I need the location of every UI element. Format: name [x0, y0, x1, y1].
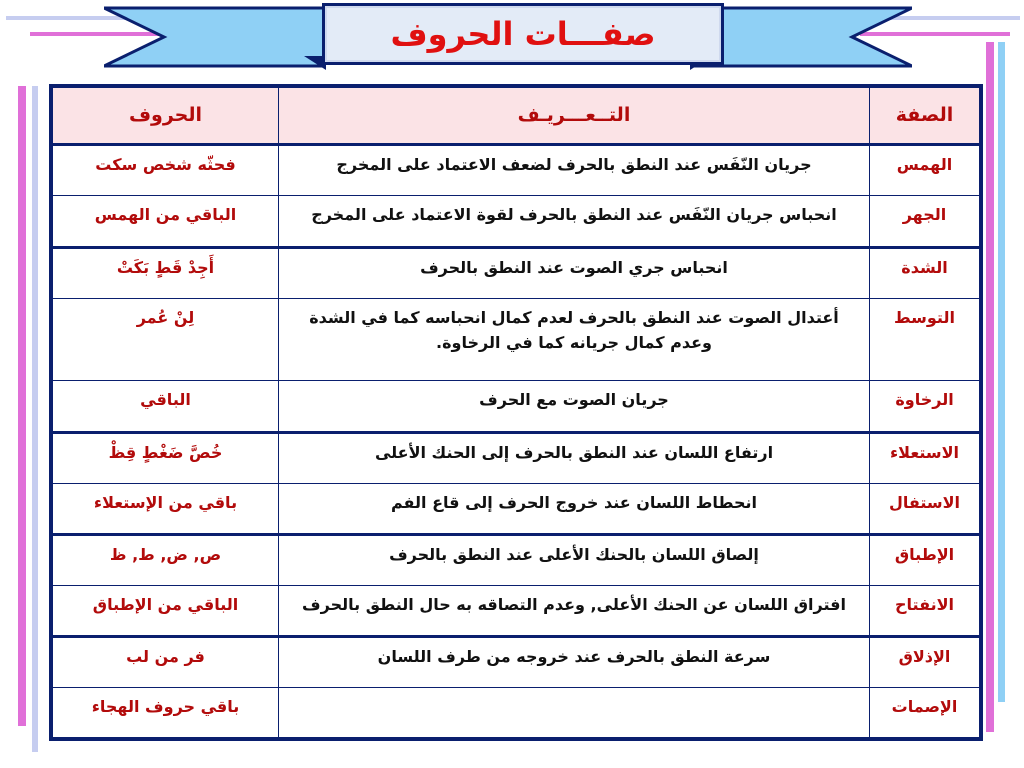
definition-cell: ارتفاع اللسان عند النطق بالحرف إلى الحنك الأعلى — [279, 432, 870, 483]
definition-cell: انحباس جريان النّفَس عند النطق بالحرف لقوة الاعتماد على المخرج — [279, 196, 870, 247]
table-row — [53, 483, 980, 534]
definition-cell: جريان الصوت مع الحرف — [279, 381, 870, 432]
header-letters: الحروف — [53, 88, 279, 145]
sifa-cell: الهمس — [870, 145, 980, 196]
letters-cell: الباقي من الإطباق — [53, 585, 279, 636]
definition-cell — [279, 688, 870, 738]
sifa-cell: الإصمات — [870, 688, 980, 738]
table-row — [53, 381, 980, 432]
sifa-cell: الاستفال — [870, 483, 980, 534]
letters-cell: باقي من الإستعلاء — [53, 483, 279, 534]
table-row — [53, 298, 980, 381]
sifa-cell: التوسط — [870, 298, 980, 381]
sifa-cell: الانفتاح — [870, 585, 980, 636]
decor-stripe — [32, 86, 38, 752]
decor-stripe — [18, 86, 26, 726]
letters-cell: باقي حروف الهجاء — [53, 688, 279, 738]
page-title — [322, 3, 724, 65]
definition-cell: أعتدال الصوت عند النطق بالحرف لعدم كمال انحباسه كما في الشدة وعدم كمال جريانه كما في الرخاوة. — [279, 298, 870, 381]
table-row — [53, 688, 980, 738]
sifa-cell: الاستعلاء — [870, 432, 980, 483]
table-header-row — [53, 88, 980, 145]
letters-cell: الباقي — [53, 381, 279, 432]
sifa-cell: الجهر — [870, 196, 980, 247]
letters-cell: أَجِدْ قَطٍ بَكَتْ — [53, 247, 279, 298]
sifa-cell: الرخاوة — [870, 381, 980, 432]
definition-cell: افتراق اللسان عن الحنك الأعلى, وعدم التصاقه به حال النطق بالحرف — [279, 585, 870, 636]
letters-cell: الباقي من الهمس — [53, 196, 279, 247]
letters-cell: خُصَّ ضَغْطٍ قِظْ — [53, 432, 279, 483]
table-row — [53, 432, 980, 483]
definition-cell: إلصاق اللسان بالحنك الأعلى عند النطق بالحرف — [279, 534, 870, 585]
title-text: صفـــات الحروف — [390, 15, 656, 53]
definition-cell: سرعة النطق بالحرف عند خروجه من طرف اللسان — [279, 637, 870, 688]
sifa-cell: الإذلاق — [870, 637, 980, 688]
letters-cell: فر من لب — [53, 637, 279, 688]
attributes-table — [49, 84, 983, 741]
table-row — [53, 585, 980, 636]
decor-stripe — [986, 42, 994, 732]
table-row — [53, 247, 980, 298]
table-row — [53, 637, 980, 688]
sifa-cell: الشدة — [870, 247, 980, 298]
table-row — [53, 145, 980, 196]
definition-cell: انحباس جري الصوت عند النطق بالحرف — [279, 247, 870, 298]
letters-cell: ص, ض, ط, ظ — [53, 534, 279, 585]
definition-cell: جريان النّفَس عند النطق بالحرف لضعف الاعتماد على المخرج — [279, 145, 870, 196]
sifa-cell: الإطباق — [870, 534, 980, 585]
table-row — [53, 534, 980, 585]
table-row — [53, 196, 980, 247]
header-sifa: الصفة — [870, 88, 980, 145]
letters-cell: فحثّه شخص سكت — [53, 145, 279, 196]
header-definition: التــعـــريـف — [279, 88, 870, 145]
definition-cell: انحطاط اللسان عند خروج الحرف إلى قاع الفم — [279, 483, 870, 534]
decor-stripe — [998, 42, 1005, 702]
letters-cell: لِنْ عُمر — [53, 298, 279, 381]
